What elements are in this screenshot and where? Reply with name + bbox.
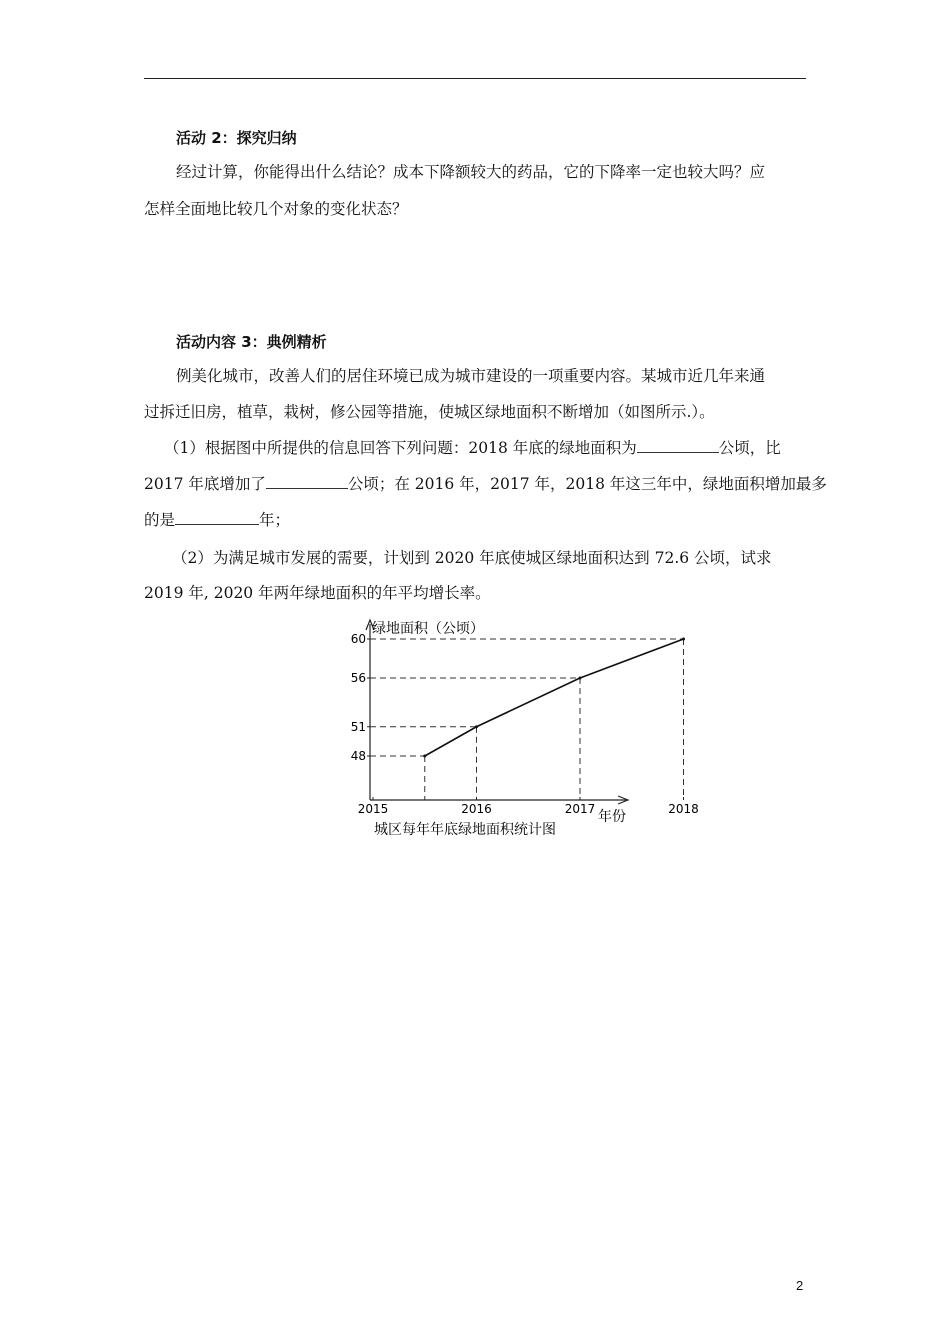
- chart-guides: [370, 639, 684, 800]
- y-tick-label: 60: [350, 632, 366, 646]
- section2-line-2: 怎样全面地比较几个对象的变化状态？: [144, 200, 408, 218]
- answer-blank-1[interactable]: [637, 438, 719, 453]
- example-line-2: 过拆迁旧房，植草，栽树，修公园等措施，使城区绿地面积不断增加（如图所示.）。: [144, 403, 715, 421]
- q1-line-2: [144, 472, 827, 494]
- data-point: [579, 677, 582, 680]
- x-tick-label: 2018: [668, 802, 699, 816]
- section2-heading: 活动 2：探究归纳: [176, 129, 297, 147]
- q2-line-2: 2019 年, 2020 年两年绿地面积的年平均增长率。: [144, 584, 491, 602]
- q1-text-a: （1）根据图中所提供的信息回答下列问题：2018 年底的绿地面积为: [164, 439, 637, 457]
- x-tick-label: 2015: [357, 802, 389, 816]
- data-point: [423, 755, 426, 758]
- q1-line-1: [164, 436, 781, 458]
- y-axis-label: 绿地面积（公顷）: [372, 621, 484, 637]
- page-number: 2: [796, 1278, 804, 1293]
- example-line-1: 例美化城市，改善人们的居住环境已成为城市建设的一项重要内容。某城市近几年来通: [176, 367, 766, 385]
- x-tick-label: 2017: [564, 802, 596, 816]
- q1-line-3: [144, 508, 290, 530]
- data-point: [682, 638, 685, 641]
- chart-title: 城区每年年底绿地面积统计图: [374, 822, 556, 838]
- q2-line-1: （2）为满足城市发展的需要，计划到 2020 年底使城区绿地面积达到 72.6 公顷，试求: [172, 549, 772, 567]
- y-tick-label: 56: [350, 671, 366, 685]
- section2-line-1: 经过计算，你能得出什么结论？成本下降额较大的药品，它的下降率一定也较大吗？应: [176, 163, 766, 181]
- series-line: [425, 639, 684, 756]
- section3-heading: 活动内容 3：典例精析: [176, 333, 327, 351]
- y-tick-label: 51: [350, 719, 366, 734]
- q1-text-e: 的是: [144, 511, 176, 529]
- header-rule: [144, 78, 806, 79]
- x-tick-label: 2016: [461, 802, 492, 816]
- chart-marks: [351, 632, 699, 816]
- green-area-chart: [340, 612, 699, 842]
- q1-text-c: 2017 年底增加了: [144, 475, 266, 493]
- answer-blank-3[interactable]: [175, 510, 259, 525]
- q1-text-d: 公顷；在 2016 年，2017 年，2018 年这三年中，绿地面积增加最多: [347, 475, 827, 493]
- data-point: [475, 725, 478, 728]
- x-axis-label: 年份: [598, 809, 626, 825]
- y-tick-label: 48: [350, 749, 366, 763]
- q1-text-f: 年；: [259, 511, 291, 529]
- answer-blank-2[interactable]: [266, 474, 348, 489]
- q1-text-b: 公顷，比: [718, 439, 781, 457]
